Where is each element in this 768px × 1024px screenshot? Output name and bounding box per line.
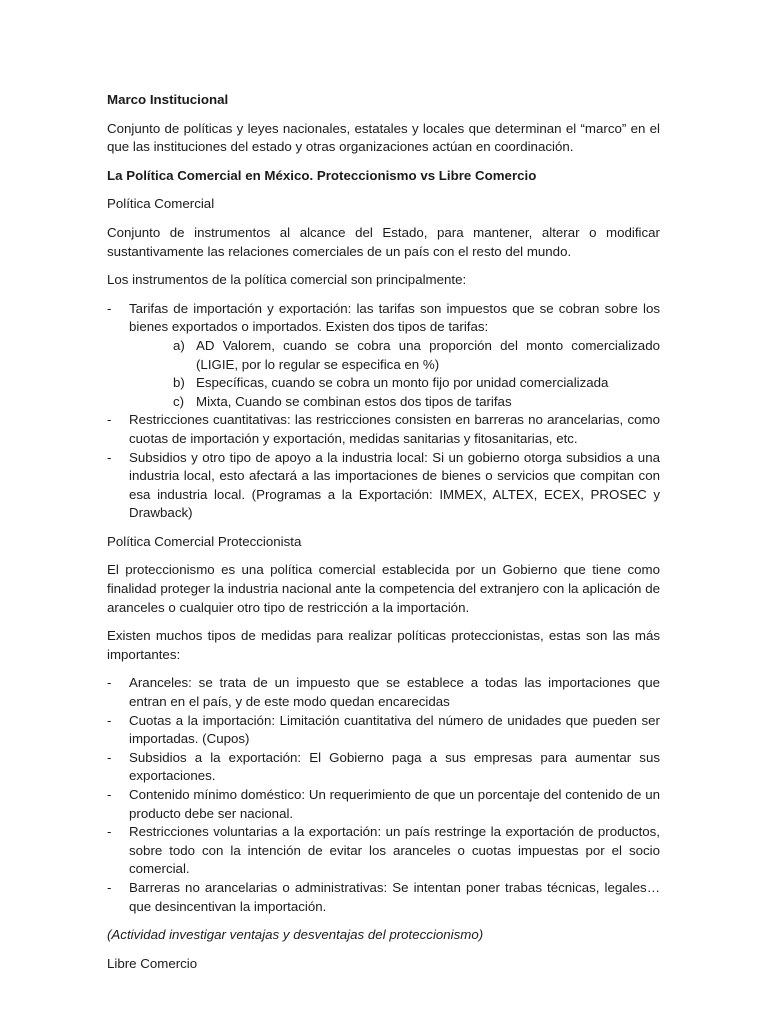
list-item <box>129 337 660 374</box>
paragraph-proteccionismo-definition: El proteccionismo es una política comercial establecida por un Gobierno que tiene como finalidad proteger la industria nacional ante la competencia del extranjero con la aplicación de aranceles o cualquier otro tipo de restricción a la importación. <box>107 562 660 615</box>
list-item: - Restricciones cuantitativas: las restricciones consisten en barreras no arancelarias, como cuotas de importación y exportación, medidas sanitarias y fitosanitarias, etc. <box>107 411 660 448</box>
list-item-text: Específicas, cuando se cobra un monto fijo por unidad comercializada <box>196 375 609 391</box>
list-item: - Subsidios a la exportación: El Gobierno paga a sus empresas para aumentar sus exportaciones. <box>107 749 660 786</box>
list-item: - Barreras no arancelarias o administrativas: Se intentan poner trabas técnicas, legales…que desincentivan la importación. <box>107 879 660 916</box>
activity-note: (Actividad investigar ventajas y desventajas del proteccionismo) <box>107 927 484 943</box>
list-marker: b) <box>173 375 185 391</box>
heading-politica-comercial-mexico: La Política Comercial en México. Proteccionismo vs Libre Comercio <box>107 167 537 183</box>
list-marker: a) <box>173 337 185 353</box>
list-item: - Restricciones voluntarias a la exportación: un país restringe la exportación de productos, sobre todo con la intención de evitar los aranceles o cuotas impuestas por el socio comercial. <box>107 823 660 879</box>
list-item: - Cuotas a la importación: Limitación cuantitativa del número de unidades que pueden ser importadas. (Cupos) <box>107 712 660 749</box>
list-item-text: Mixta, Cuando se combinan estos dos tipos de tarifas <box>196 393 512 409</box>
subheading-libre-comercio: Libre Comercio <box>107 955 198 971</box>
subheading-politica-comercial: Política Comercial <box>107 196 215 212</box>
subheading-politica-proteccionista: Política Comercial Proteccionista <box>107 533 302 549</box>
document-body <box>107 91 660 973</box>
list-item: - Aranceles: se trata de un impuesto que se establece a todas las importaciones que entran en el país, y de este modo quedan encarecidas <box>107 674 660 711</box>
list-item: - Contenido mínimo doméstico: Un requerimiento de que un porcentaje del contenido de un producto debe ser nacional. <box>107 786 660 823</box>
instruments-list <box>107 300 660 523</box>
list-item <box>129 393 660 412</box>
list-item <box>107 300 660 412</box>
paragraph-instrumentos-intro: Los instrumentos de la política comercial son principalmente: <box>107 272 467 288</box>
paragraph-medidas-intro: Existen muchos tipos de medidas para realizar políticas proteccionistas, estas son las más importantes: <box>107 628 660 662</box>
protectionist-measures-list <box>107 674 660 916</box>
paragraph-marco-definition: Conjunto de políticas y leyes nacionales, estatales y locales que determinan el “marco” en el que las instituciones del estado y otras organizaciones actúan en coordinación. <box>107 120 660 155</box>
heading-marco-institucional: Marco Institucional <box>107 92 229 107</box>
paragraph-politica-comercial-definition: Conjunto de instrumentos al alcance del Estado, para mantener, alterar o modificar sustantivamente las relaciones comerciales de un país con el resto del mundo. <box>107 224 660 259</box>
list-item: - Subsidios y otro tipo de apoyo a la industria local: Si un gobierno otorga subsidios a una industria local, esto afectará a las importaciones de bienes o servicios que compitan con esa industria local. (Programas a la Exportación: IMMEX, ALTEX, ECEX, PROSEC y Drawback) <box>107 449 660 523</box>
tariff-types-list <box>129 337 660 411</box>
list-marker: c) <box>173 393 185 409</box>
list-item-text: Tarifas de importación y exportación: las tarifas son impuestos que se cobran sobre los bienes exportados o importados. Existen dos tipos de tarifas: <box>129 300 660 335</box>
list-item-text: AD Valorem, cuando se cobra una proporción del monto comercializado (LIGIE, por lo regular se especifica en %) <box>196 337 660 372</box>
list-item <box>129 374 660 393</box>
